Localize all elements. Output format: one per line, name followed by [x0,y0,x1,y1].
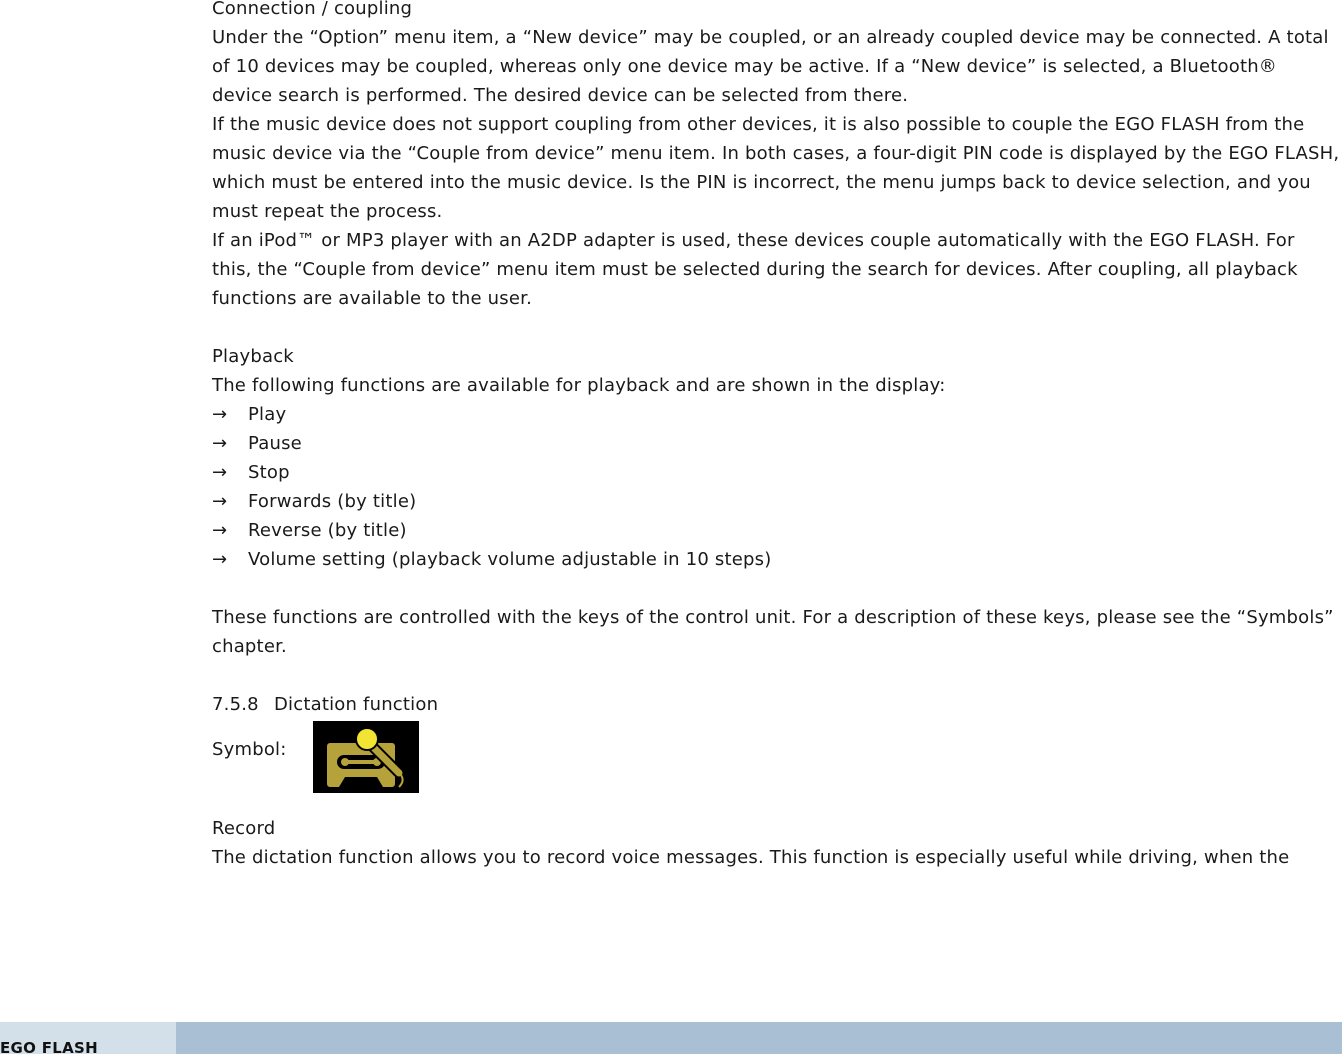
arrow-right-icon: → [212,549,228,570]
arrow-right-icon: → [212,404,228,425]
list-item: → Forwards (by title) [212,487,1340,516]
playback-note: These functions are controlled with the keys of the control unit. For a description of these keys, please see the “Symbols” chapter. [212,607,1334,657]
dictation-tape-microphone-icon [313,721,419,793]
playback-heading: Playback [212,346,294,367]
section-heading-dictation [212,690,1340,719]
connection-paragraph-1: Under the “Option” menu item, a “New device” may be coupled, or an already coupled device may be connected. A total of 10 devices may be coupled, whereas only one device may be active. If a “New device” is selected, a Bluetooth® device search is performed. The desired device can be selected from there. [212,27,1329,106]
symbol-row [212,727,1340,814]
arrow-right-icon: → [212,491,228,512]
list-item: → Play [212,400,1340,429]
playback-intro: The following functions are available for playback and are shown in the display: [212,375,946,396]
playback-function-list [212,400,1340,574]
arrow-right-icon: → [212,520,228,541]
footer-brand: EGO FLASH [0,1039,99,1057]
footer-right-band [176,1022,1342,1054]
connection-paragraph-2: If the music device does not support coupling from other devices, it is also possible to couple the EGO FLASH from the music device via the “Couple from device” menu item. In both cases, a four-digit PIN code is displayed by the EGO FLASH, which must be entered into the music device. Is the PIN is incorrect, the menu jumps back to device selection, and you must repeat the process. [212,114,1340,222]
record-text: The dictation function allows you to record voice messages. This function is especially useful while driving, when the [212,847,1290,868]
record-heading: Record [212,818,276,839]
arrow-right-icon: → [212,462,228,483]
list-item: → Stop [212,458,1340,487]
symbol-label: Symbol: [212,739,287,760]
section-number: 7.5.8 [212,694,259,715]
list-item: → Reverse (by title) [212,516,1340,545]
list-item: → Pause [212,429,1340,458]
connection-heading: Connection / coupling [212,0,413,19]
page-footer [0,1022,1342,1057]
connection-paragraph-3: If an iPod™ or MP3 player with an A2DP adapter is used, these devices couple automatically with the EGO FLASH. For this, the “Couple from device” menu item must be selected during the search for devices. After coupling, all playback functions are available to the user. [212,230,1298,309]
arrow-right-icon: → [212,433,228,454]
document-body [212,0,1340,872]
section-title: Dictation function [274,694,439,715]
list-item: → Volume setting (playback volume adjustable in 10 steps) [212,545,1340,574]
